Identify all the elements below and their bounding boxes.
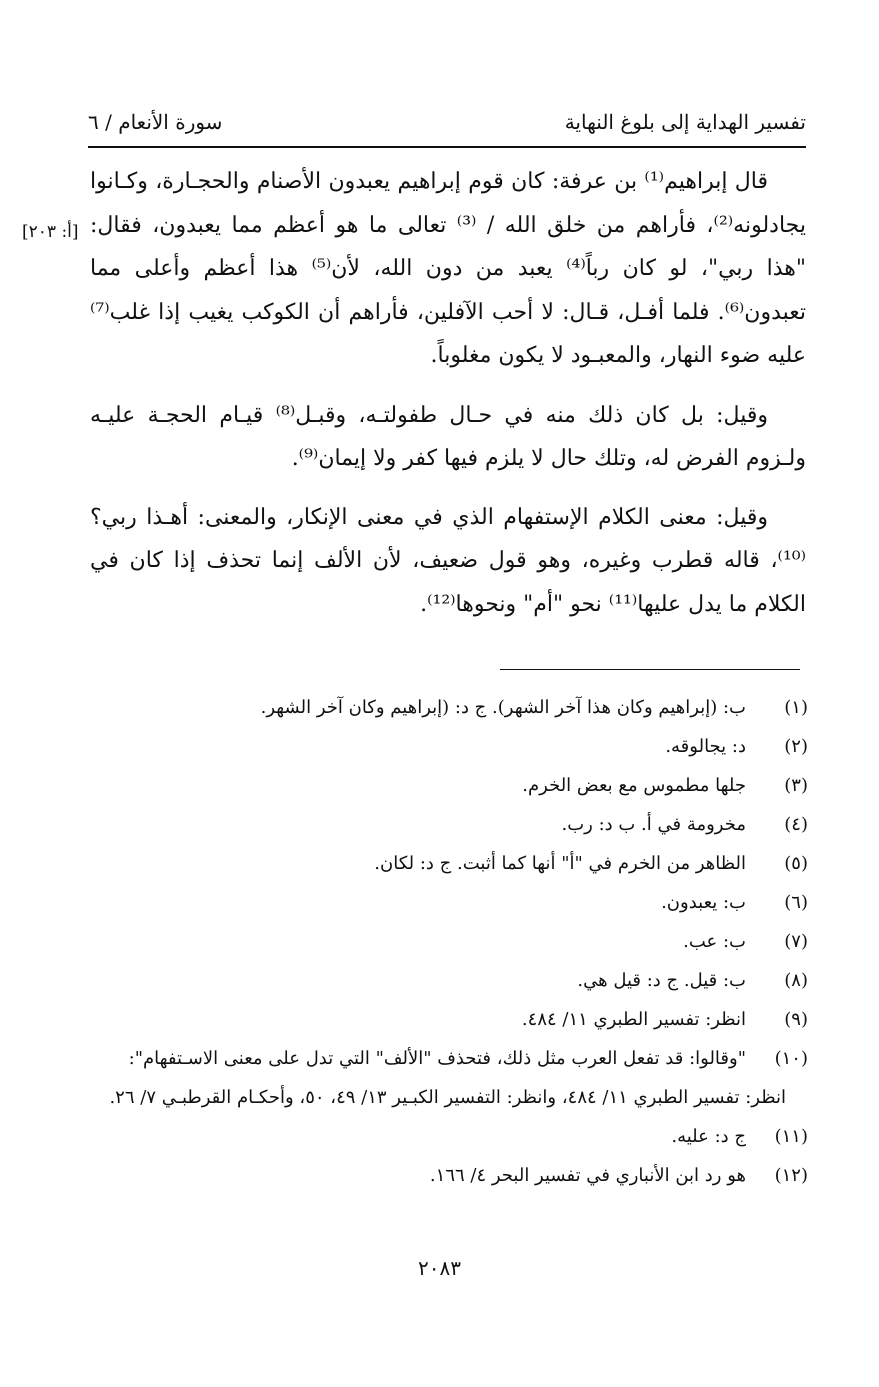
- manuscript-margin-reference: [أ: ٢٠٣]: [22, 222, 79, 242]
- main-text: [90, 160, 806, 641]
- footnote: [96, 961, 808, 1000]
- footnote-divider: [500, 669, 800, 670]
- footnote-number: (٦): [784, 892, 808, 913]
- footnote-number: (٥): [784, 853, 808, 874]
- footnote: [96, 1000, 808, 1039]
- footnote-text: ب: قيل. ج د: قيل هي.: [577, 970, 746, 991]
- footnote: [96, 1156, 808, 1195]
- header-divider: [88, 146, 806, 148]
- footnote: [96, 844, 808, 883]
- footnote-number: (١١): [774, 1126, 808, 1147]
- footnote-number: (١): [784, 697, 808, 718]
- footnote: [96, 883, 808, 922]
- footnote-text: جلها مطموس مع بعض الخرم.: [522, 775, 746, 796]
- footnote-text: هو رد ابن الأنباري في تفسير البحر ٤/ ١٦٦.: [429, 1165, 746, 1186]
- footnote: [96, 688, 808, 727]
- footnote: [96, 805, 808, 844]
- footnote: [96, 727, 808, 766]
- footnote-number: (٣): [784, 775, 808, 796]
- footnote-text: ج د: عليه.: [671, 1126, 746, 1147]
- footnote-continuation: انظر: تفسير الطبري ١١/ ٤٨٤، وانظر: التفسير الكبـير ١٣/ ٤٩، ٥٠، وأحكـام القرطبـي ٧/ ٢٦.: [109, 1087, 786, 1108]
- surah-title: سورة الأنعام / ٦: [88, 110, 223, 134]
- footnotes-list: [96, 688, 808, 1195]
- book-title: تفسير الهداية إلى بلوغ النهاية: [564, 110, 806, 134]
- footnote-text: ب: يعبدون.: [661, 892, 746, 913]
- footnote-number: (٤): [784, 814, 808, 835]
- footnote-text: ب: عب.: [683, 931, 746, 952]
- footnote-text: مخرومة في أ. ب د: رب.: [561, 814, 746, 835]
- paragraph: قال إبراهيم⁽¹⁾ بن عرفة: كان قوم إبراهيم يعبدون الأصنام والحجـارة، وكـانوا يجادلونه⁽²⁾، فأراهم من خلق الله / ⁽³⁾ تعالى ما هو أعظم مما يعبدون، فقال: "هذا ربي"، لو كان رباً⁽⁴⁾ يعبد من دون الله، لأن⁽⁵⁾ هذا أعظم وأعلى مما تعبدون⁽⁶⁾. فلما أفـل، قـال: لا أحب الآفلين، فأراهم أن الكوكب يغيب إذا غلب⁽⁷⁾ عليه ضوء النهار، والمعبـود لا يكون مغلوباً.: [90, 169, 806, 368]
- footnote-text: الظاهر من الخرم في "أ" أنها كما أثبت. ج د: لكان.: [374, 853, 746, 874]
- page-number: ٢٠٨٣: [418, 1256, 461, 1280]
- footnote: [96, 1039, 808, 1117]
- footnote-number: (١٠): [774, 1048, 808, 1069]
- footnote-number: (٧): [784, 931, 808, 952]
- footnote-text: ب: (إبراهيم وكان هذا آخر الشهر). ج د: (إبراهيم وكان آخر الشهر.: [260, 697, 746, 718]
- footnote-text: انظر: تفسير الطبري ١١/ ٤٨٤.: [521, 1009, 746, 1030]
- paragraph: وقيل: بل كان ذلك منه في حـال طفولتـه، وقبـل⁽⁸⁾ قيـام الحجـة عليـه ولـزوم الفرض له، وتلك حال لا يلزم فيها كفر ولا إيمان⁽⁹⁾.: [90, 402, 806, 471]
- footnote-text: د: يجالوقه.: [665, 736, 746, 757]
- paragraph: وقيل: معنى الكلام الإستفهام الذي في معنى الإنكار، والمعنى: أهـذا ربي؟⁽¹⁰⁾، قاله قطرب وغيره، وهو قول ضعيف، لأن الألف إنما تحذف إذا كان في الكلام ما يدل عليها⁽¹¹⁾ نحو "أم" ونحوها⁽¹²⁾.: [90, 504, 806, 617]
- footnote-number: (٨): [784, 970, 808, 991]
- footnote-number: (٢): [784, 736, 808, 757]
- footnote: [96, 766, 808, 805]
- footnote-text: "وقالوا: قد تفعل العرب مثل ذلك، فتحذف "الألف" التي تدل على معنى الاسـتفهام":: [128, 1048, 746, 1069]
- footnote-number: (٩): [784, 1009, 808, 1030]
- running-header: [88, 104, 806, 144]
- footnote-number: (١٢): [774, 1165, 808, 1186]
- footnote: [96, 922, 808, 961]
- footnote: [96, 1117, 808, 1156]
